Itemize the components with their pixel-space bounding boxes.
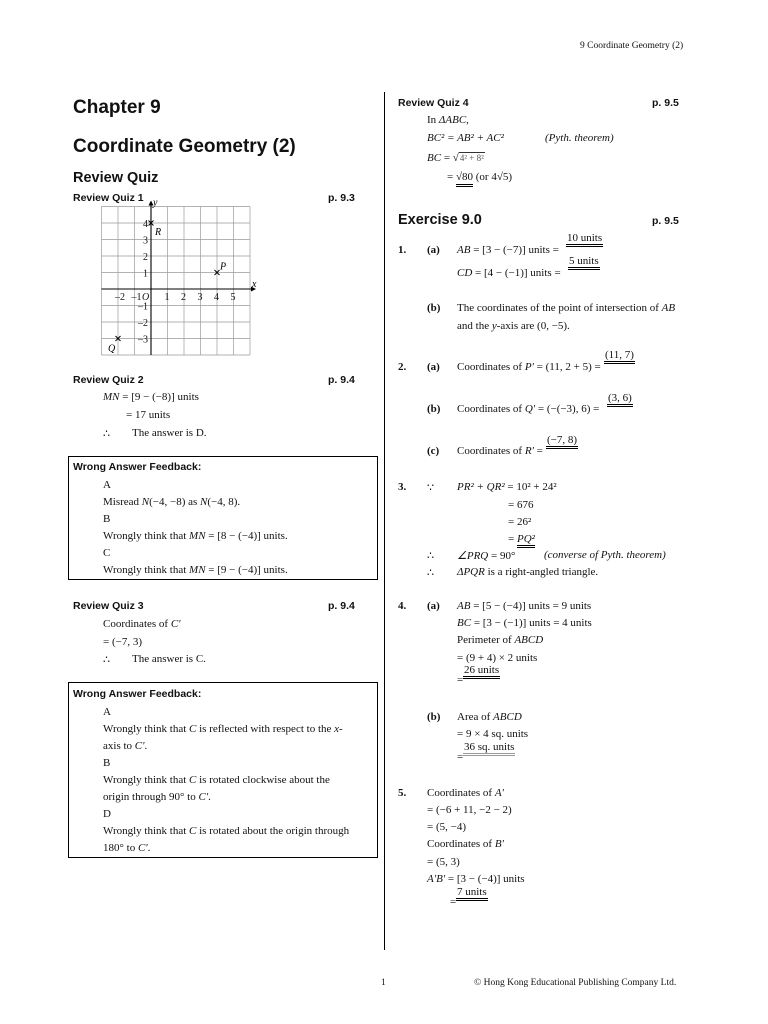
q1b-line1: The coordinates of the point of intersection of AB bbox=[457, 302, 676, 314]
therefore-symbol: ∴ bbox=[103, 428, 110, 440]
graph-points bbox=[108, 221, 226, 355]
page-number: 1 bbox=[381, 978, 386, 988]
option-a-text-line2: axis to C'. bbox=[103, 740, 148, 752]
rq4-line3: BC = √4² + 8² bbox=[427, 152, 484, 164]
q4b-line1: Area of ABCD bbox=[457, 711, 522, 723]
q2-number: 2. bbox=[398, 361, 407, 373]
chapter-title: Coordinate Geometry (2) bbox=[73, 136, 296, 157]
q4b-line3-eq: = bbox=[457, 751, 464, 763]
q2c-line: Coordinates of R' = bbox=[457, 445, 543, 457]
option-b-text-line1: Wrongly think that C is rotated clockwise about the bbox=[103, 774, 330, 786]
q4b-line2: = 9 × 4 sq. units bbox=[457, 728, 529, 740]
feedback-title: Wrong Answer Feedback: bbox=[73, 461, 202, 473]
graph-tick-labels bbox=[114, 198, 257, 346]
review-quiz-2-page: p. 9.4 bbox=[328, 374, 355, 386]
q4b-answer: 36 sq. units bbox=[463, 741, 515, 756]
q5-line7-eq: = bbox=[450, 896, 457, 908]
graph-grid bbox=[102, 207, 251, 356]
rq2-answer: The answer is D. bbox=[132, 427, 207, 439]
option-d-text-line1: Wrongly think that C is rotated about the origin through bbox=[103, 825, 350, 837]
q1a-answer2: 5 units bbox=[568, 255, 600, 270]
q4a-line3: Perimeter of ABCD bbox=[457, 634, 544, 646]
rq4-line4: = √80 (or 4√5) bbox=[447, 171, 512, 187]
q5-line2: = (−6 + 11, −2 − 2) bbox=[427, 804, 512, 816]
q2b-line: Coordinates of Q' = (−(−3), 6) = bbox=[457, 403, 600, 415]
option-c-label: C bbox=[103, 547, 111, 559]
q2a-label: (a) bbox=[427, 361, 440, 373]
q2c-label: (c) bbox=[427, 445, 440, 457]
graph-axes bbox=[102, 201, 257, 356]
exercise-heading: Exercise 9.0 bbox=[398, 212, 482, 228]
q3-line2: = 676 bbox=[508, 499, 534, 511]
option-c-text: Wrongly think that MN = [9 − (−4)] units. bbox=[103, 564, 288, 576]
q2b-label: (b) bbox=[427, 403, 441, 415]
running-header: 9 Coordinate Geometry (2) bbox=[580, 41, 684, 51]
q2b-answer: (3, 6) bbox=[607, 392, 633, 407]
q5-line5: = (5, 3) bbox=[427, 856, 460, 868]
q3-line5: ∠PRQ = 90° bbox=[457, 550, 516, 562]
rq4-line2: BC² = AB² + AC² bbox=[427, 132, 504, 144]
q5-line4: Coordinates of B' bbox=[427, 838, 504, 850]
q3-line3: = 26² bbox=[508, 516, 532, 528]
x-tick-label: –1 bbox=[131, 292, 142, 303]
q4a-line1: AB = [5 − (−4)] units = 9 units bbox=[457, 600, 592, 612]
q5-answer: 7 units bbox=[456, 886, 488, 901]
option-d-text-line2: 180° to C'. bbox=[103, 842, 151, 854]
q5-line1: Coordinates of A' bbox=[427, 787, 504, 799]
sqrt-icon: √ bbox=[452, 152, 459, 164]
x-tick-label: O bbox=[142, 292, 150, 303]
q1b-label: (b) bbox=[427, 302, 441, 314]
x-axis-label: x bbox=[252, 279, 257, 290]
option-a-text-line1: Wrongly think that C is reflected with respect to the x- bbox=[103, 723, 343, 735]
because-symbol: ∵ bbox=[427, 482, 434, 494]
copyright: © Hong Kong Educational Publishing Company Ltd. bbox=[474, 978, 677, 988]
q1-number: 1. bbox=[398, 244, 407, 256]
point-label: R bbox=[155, 227, 162, 238]
therefore-symbol: ∴ bbox=[427, 550, 434, 562]
point-label: P bbox=[220, 261, 227, 273]
option-a-text: Misread N(−4, −8) as N(−4, 8). bbox=[103, 496, 241, 508]
review-quiz-4-page: p. 9.5 bbox=[652, 97, 679, 109]
option-b-text: Wrongly think that MN = [8 − (−4)] units. bbox=[103, 530, 288, 542]
point-label: Q bbox=[108, 343, 116, 355]
rq4-line1: In ΔABC, bbox=[427, 114, 469, 126]
chapter-number: Chapter 9 bbox=[73, 97, 161, 118]
q3-line1: PR² + QR² = 10² + 24² bbox=[457, 481, 557, 493]
q4a-label: (a) bbox=[427, 600, 440, 612]
rq3-line2: = (−7, 3) bbox=[103, 636, 142, 648]
x-tick-label: 3 bbox=[197, 292, 203, 303]
therefore-symbol: ∴ bbox=[103, 654, 110, 666]
q4a-line2: BC = [3 − (−1)] units = 4 units bbox=[457, 617, 592, 629]
x-tick-label: 5 bbox=[230, 292, 236, 303]
rq3-answer: The answer is C. bbox=[132, 653, 206, 665]
q3-line4: = PQ² bbox=[508, 533, 535, 545]
rq2-line1: MN = [9 − (−8)] units bbox=[103, 391, 199, 403]
feedback-title: Wrong Answer Feedback: bbox=[73, 688, 202, 700]
review-quiz-3-label: Review Quiz 3 bbox=[73, 600, 144, 612]
q1a-label: (a) bbox=[427, 244, 440, 256]
q3-note: (converse of Pyth. theorem) bbox=[544, 549, 666, 561]
x-tick-label: 4 bbox=[214, 292, 219, 303]
therefore-symbol: ∴ bbox=[427, 567, 434, 579]
y-tick-label: –2 bbox=[138, 318, 148, 329]
x-tick-label: 2 bbox=[181, 292, 186, 303]
q1b-line2: and the y-axis are (0, −5). bbox=[457, 320, 570, 332]
option-b-label: B bbox=[103, 757, 111, 769]
option-a-label: A bbox=[103, 479, 111, 491]
exercise-page: p. 9.5 bbox=[652, 215, 679, 227]
q1a-line1: AB = [3 − (−7)] units = bbox=[457, 244, 559, 256]
y-tick-label: –1 bbox=[138, 301, 148, 313]
q5-line3: = (5, −4) bbox=[427, 821, 466, 833]
coordinate-graph bbox=[100, 197, 260, 355]
review-quiz-1-page: p. 9.3 bbox=[328, 192, 355, 204]
y-axis-label: y bbox=[153, 197, 158, 209]
option-d-label: D bbox=[103, 808, 111, 820]
review-quiz-3-page: p. 9.4 bbox=[328, 600, 355, 612]
column-divider bbox=[384, 92, 385, 950]
q4b-label: (b) bbox=[427, 711, 441, 723]
q2a-line: Coordinates of P' = (11, 2 + 5) = bbox=[457, 361, 601, 373]
q1a-line2: CD = [4 − (−1)] units = bbox=[457, 267, 561, 279]
y-tick-label: –3 bbox=[138, 334, 148, 346]
q2a-answer: (11, 7) bbox=[604, 349, 635, 364]
q4a-answer: 26 units bbox=[463, 664, 500, 679]
q5-line6: A'B' = [3 − (−4)] units bbox=[427, 873, 525, 885]
q4a-line5-eq: = bbox=[457, 674, 464, 686]
option-a-label: A bbox=[103, 706, 111, 718]
review-quiz-4-label: Review Quiz 4 bbox=[398, 97, 469, 109]
q4a-line4: = (9 + 4) × 2 units bbox=[457, 652, 538, 664]
q1a-answer1: 10 units bbox=[566, 232, 603, 247]
y-tick-label: 2 bbox=[143, 252, 148, 263]
rq4-note: (Pyth. theorem) bbox=[545, 132, 614, 144]
option-b-text-line2: origin through 90° to C'. bbox=[103, 791, 211, 803]
y-tick-label: 3 bbox=[143, 235, 148, 247]
q3-line6: ΔPQR is a right-angled triangle. bbox=[457, 566, 599, 578]
q4-number: 4. bbox=[398, 600, 407, 612]
review-quiz-2-label: Review Quiz 2 bbox=[73, 374, 144, 386]
y-tick-label: 4 bbox=[143, 219, 148, 230]
review-quiz-1-label: Review Quiz 1 bbox=[73, 192, 144, 204]
q5-number: 5. bbox=[398, 787, 407, 799]
review-quiz-heading: Review Quiz bbox=[73, 170, 159, 186]
x-tick-label: –2 bbox=[115, 292, 125, 303]
rq2-line2: = 17 units bbox=[126, 409, 171, 421]
y-tick-label: 1 bbox=[143, 268, 148, 280]
feedback-box-rq2 bbox=[68, 456, 378, 580]
q3-number: 3. bbox=[398, 481, 407, 493]
graph-svg bbox=[100, 197, 260, 355]
option-b-label: B bbox=[103, 513, 111, 525]
q2c-answer: (−7, 8) bbox=[546, 434, 578, 449]
rq3-line1: Coordinates of C' bbox=[103, 618, 181, 630]
x-tick-label: 1 bbox=[164, 292, 170, 303]
